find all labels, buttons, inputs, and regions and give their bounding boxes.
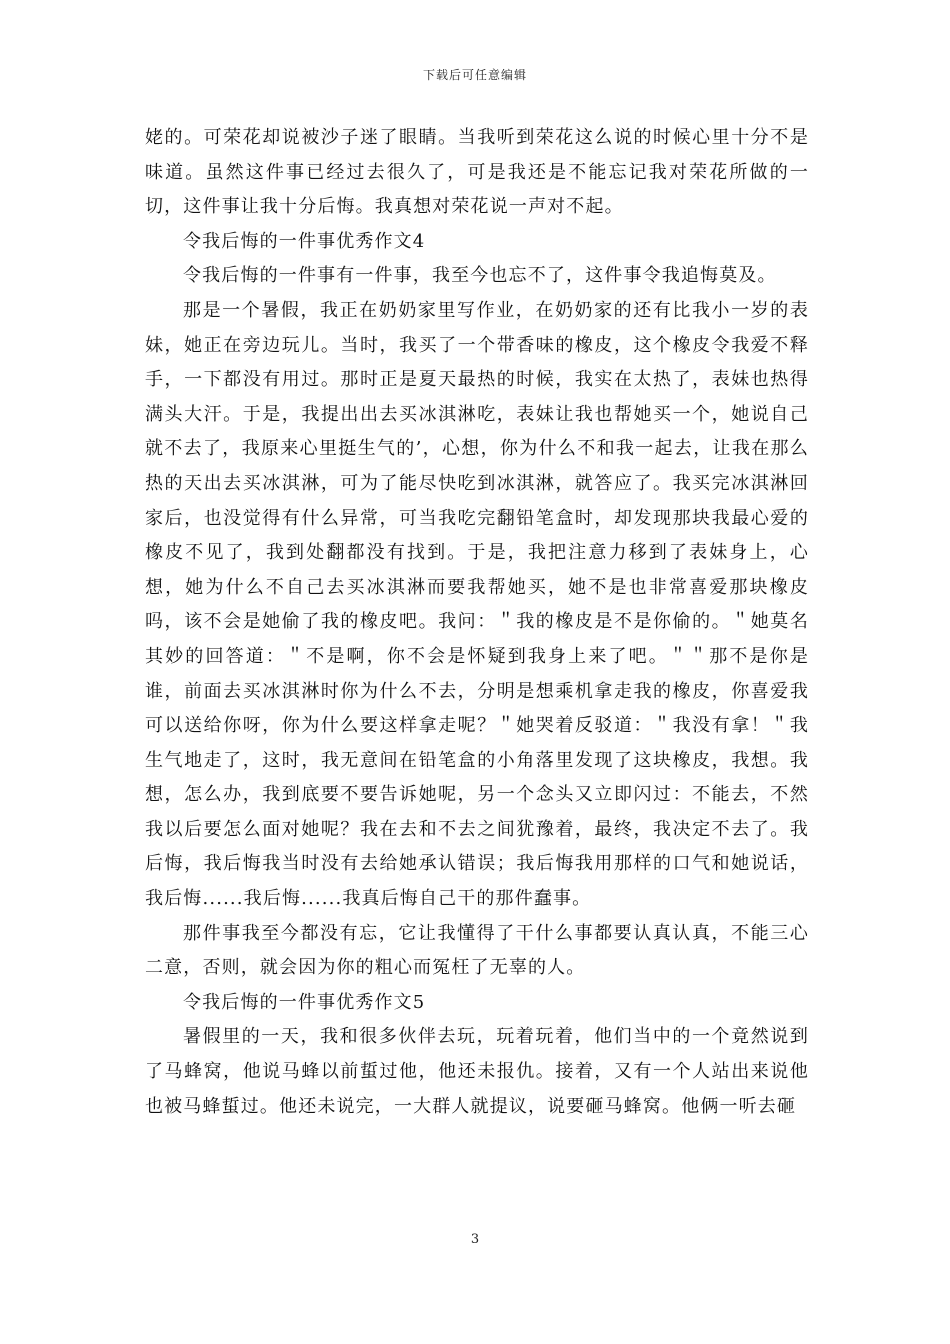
paragraph-story-4: 那是一个暑假，我正在奶奶家里写作业，在奶奶家的还有比我小一岁的表妹，她正在旁边玩儿。当时，我买了一个带香味的橡皮，这个橡皮令我爱不释手，一下都没有用过。那时正是夏天最热的时候，我实在太热了，表妹也热得满头大汗。于是，我提出出去买冰淇淋吃，表妹让我也帮她买一个，她说自己就不去了，我原来心里挺生气的’，心想，你为什么不和我一起去，让我在那么热的天出去买冰淇淋，可为了能尽快吃到冰淇淋，就答应了。我买完冰淇淋回家后，也没觉得有什么异常，可当我吃完翻铅笔盒时，却发现那块我最心爱的橡皮不见了，我到处翻都没有找到。于是，我把注意力移到了表妹身上，心想，她为什么不自己去买冰淇淋而要我帮她买，她不是也非常喜爱那块橡皮吗，该不会是她偷了我的橡皮吧。我问：＂我的橡皮是不是你偷的。＂她莫名其妙的回答道：＂不是啊，你不会是怀疑到我身上来了吧。＂＂那不是你是谁，前面去买冰淇淋时你为什么不去，分明是想乘机拿走我的橡皮，你喜爱我可以送给你呀，你为什么要这样拿走呢？＂她哭着反驳道：＂我没有拿！＂我生气地走了，这时，我无意间在铅笔盒的小角落里发现了这块橡皮，我想。我想，怎么办，我到底要不要告诉她呢，另一个念头又立即闪过：不能去，不然我以后要怎么面对她呢？我在去和不去之间犹豫着，最终，我决定不去了。我后悔，我后悔我当时没有去给她承认错误；我后悔我用那样的口气和她说话，我后悔......我后悔......我真后悔自己干的那件蠢事。 (145, 299, 809, 910)
section-heading-5: 令我后悔的一件事优秀作文5 (183, 991, 426, 1013)
paragraph-continuation: 姥的。可荣花却说被沙子迷了眼睛。当我听到荣花这么说的时候心里十分不是味道。虽然这件事已经过去很久了，可是我还是不能忘记我对荣花所做的一切，这件事让我十分后悔。我真想对荣花说一声对不起。 (145, 127, 809, 218)
document-body (145, 121, 809, 1124)
page-header: 下载后可任意编辑 (422, 68, 527, 82)
page-number: 3 (470, 1232, 480, 1247)
section-heading-4: 令我后悔的一件事优秀作文4 (183, 230, 426, 252)
paragraph-conclusion-4: 那件事我至今都没有忘，它让我懂得了干什么事都要认真认真，不能三心二意，否则，就会因为你的粗心而冤枉了无辜的人。 (145, 922, 809, 979)
paragraph-intro-4: 令我后悔的一件事有一件事，我至今也忘不了，这件事令我追悔莫及。 (183, 265, 777, 287)
paragraph-intro-5: 暑假里的一天，我和很多伙伴去玩，玩着玩着，他们当中的一个竟然说到了马蜂窝，他说马蜂以前蜇过他，他还未报仇。接着，又有一个人站出来说他也被马蜂蜇过。他还未说完，一大群人就提议，说要砸马蜂窝。他俩一听去砸 (145, 1026, 809, 1117)
